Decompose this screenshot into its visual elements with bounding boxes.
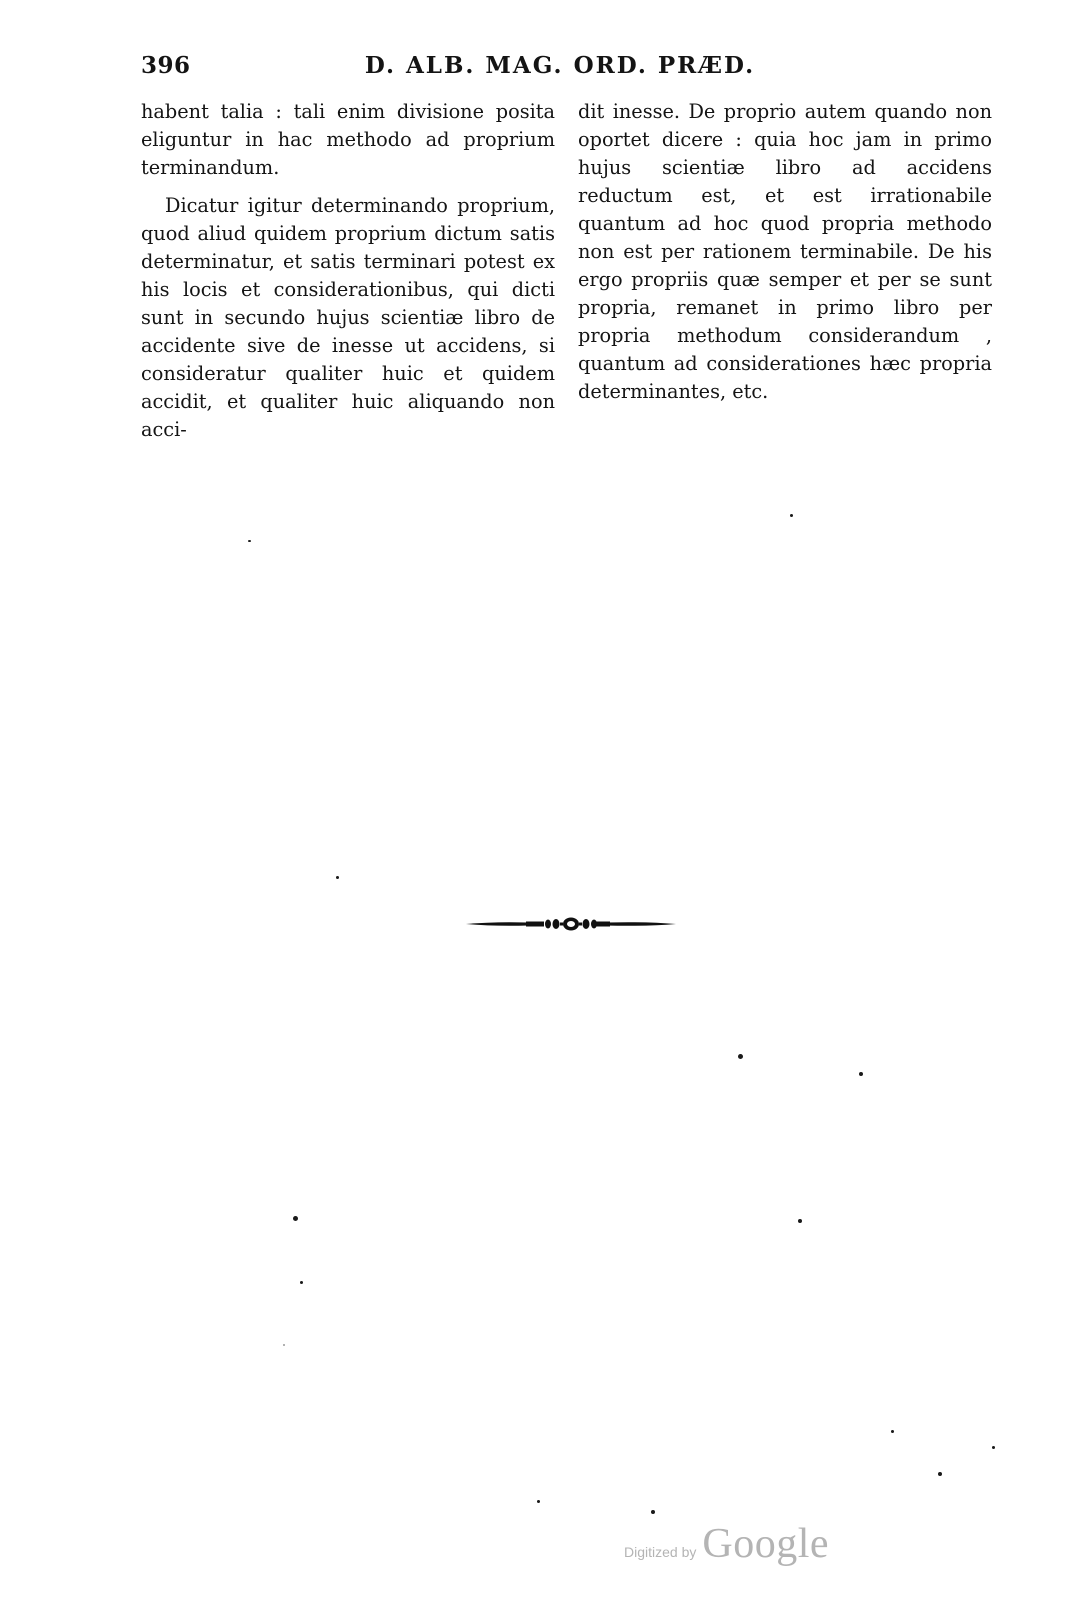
ink-speck [891, 1430, 894, 1433]
google-logo: Google [702, 1521, 830, 1567]
watermark-prefix: Digitized by [624, 1544, 697, 1560]
right-text-column [578, 98, 992, 406]
ink-speck [300, 1281, 303, 1284]
ink-speck [537, 1500, 540, 1503]
ink-speck [738, 1054, 743, 1059]
page-number: 396 [141, 52, 191, 79]
ink-speck [651, 1510, 655, 1514]
running-title: D. ALB. MAG. ORD. PRÆD. [364, 52, 756, 79]
ink-speck [790, 514, 793, 517]
ink-speck [798, 1219, 802, 1223]
fleuron-rule-icon [466, 916, 676, 932]
ink-speck [283, 1344, 285, 1346]
paragraph: dit inesse. De proprio autem quando non oportet dicere : quia hoc jam in primo hujus scientiæ libro ad accidens reductum est, et est irrationabile quantum ad hoc quod propria methodo non est per rationem terminabile. De his ergo propriis quæ semper et per se sunt propria, remanet in primo libro per propria methodum considerandum , quantum ad considerationes hæc propria determinantes, etc. [578, 100, 992, 403]
ink-speck [336, 876, 339, 879]
ink-speck [248, 540, 251, 542]
digitized-watermark [624, 1520, 829, 1570]
left-text-column [141, 98, 555, 444]
ink-speck [938, 1472, 942, 1476]
ink-speck [293, 1216, 298, 1221]
paragraph: habent talia : tali enim divisione posita eliguntur in hac methodo ad proprium terminandum. [141, 100, 555, 179]
ink-speck [992, 1446, 995, 1449]
paragraph: Dicatur igitur determinando proprium, quod aliud quidem proprium dictum satis determinatur, et satis terminari potest ex his locis et considerationibus, qui dicti sunt in secundo hujus scientiæ libro de accidente sive de inesse ut accidens, si consideratur qualiter huic et quidem accidit, et qualiter huic aliquando non acci- [141, 194, 555, 441]
ink-speck [859, 1072, 863, 1076]
